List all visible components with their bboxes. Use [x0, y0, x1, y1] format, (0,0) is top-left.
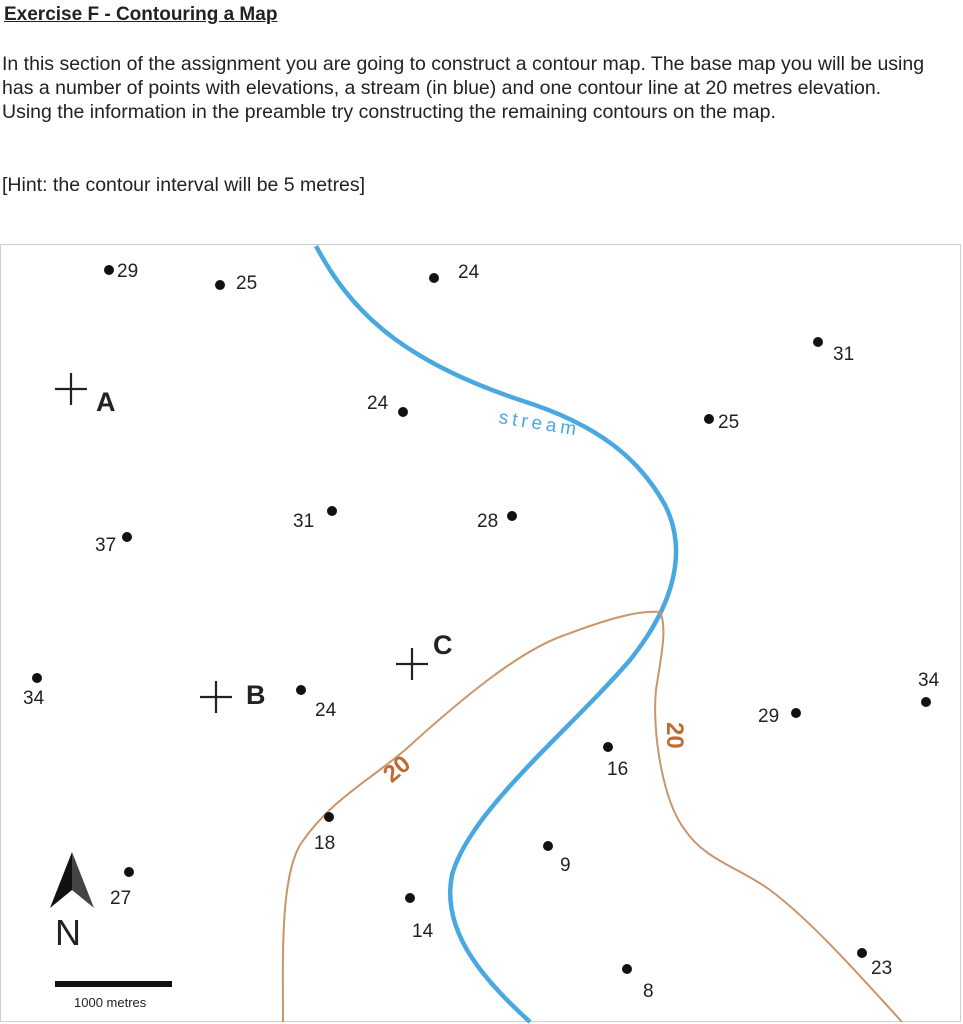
- north-arrow-icon: [50, 852, 72, 908]
- spot-height-marker: [857, 948, 867, 958]
- spot-height-label: 24: [315, 700, 337, 721]
- location-b-label: B: [246, 680, 266, 710]
- spot-height-marker: [32, 673, 42, 683]
- spot-height-label: 25: [718, 412, 740, 433]
- cross-marker: [396, 648, 428, 680]
- contour-line-20-right: [655, 612, 902, 1022]
- spot-height-marker: [622, 964, 632, 974]
- intro-paragraph-2: Using the information in the preamble try constructing the remaining contours on the map.: [2, 101, 776, 123]
- spot-height-label: 9: [560, 855, 571, 876]
- spot-heights: [23, 261, 940, 1002]
- page-title: Exercise F - Contouring a Map: [4, 4, 278, 25]
- spot-height-marker: [296, 685, 306, 695]
- spot-height-label: 18: [314, 833, 336, 854]
- hint-text: [Hint: the contour interval will be 5 metres]: [2, 174, 366, 196]
- spot-height-label: 27: [110, 888, 132, 909]
- spot-height-label: 31: [833, 344, 855, 365]
- spot-height-marker: [215, 280, 225, 290]
- stream-label: stream: [497, 407, 582, 441]
- spot-height-marker: [921, 697, 931, 707]
- spot-height-marker: [704, 414, 714, 424]
- spot-height-marker: [327, 506, 337, 516]
- location-a: [55, 373, 116, 417]
- spot-height-marker: [507, 511, 517, 521]
- stream-line: [316, 246, 676, 1022]
- location-c: [396, 630, 453, 680]
- spot-height-label: 16: [607, 759, 629, 780]
- scale-label: 1000 metres: [74, 995, 147, 1010]
- spot-height-marker: [124, 867, 134, 877]
- spot-height-label: 31: [293, 511, 315, 532]
- spot-height-label: 25: [236, 273, 258, 294]
- spot-height-label: 28: [477, 511, 499, 532]
- spot-height-label: 23: [871, 958, 893, 979]
- spot-height-label: 34: [23, 688, 45, 709]
- spot-height-label: 14: [412, 921, 434, 942]
- spot-height-label: 8: [643, 981, 654, 1002]
- spot-height-marker: [324, 812, 334, 822]
- spot-height-marker: [398, 407, 408, 417]
- location-a-label: A: [96, 387, 116, 417]
- spot-height-marker: [104, 265, 114, 275]
- spot-height-marker: [791, 708, 801, 718]
- north-label: N: [55, 912, 81, 953]
- location-b: [200, 680, 266, 713]
- spot-height-marker: [405, 893, 415, 903]
- spot-height-marker: [543, 841, 553, 851]
- cross-marker: [55, 373, 87, 405]
- cross-marker: [200, 681, 232, 713]
- north-arrow: [50, 852, 94, 953]
- contour-label-20-left: 20: [378, 750, 416, 789]
- spot-height-marker: [122, 532, 132, 542]
- scale-bar: [55, 981, 172, 1010]
- spot-height-label: 37: [95, 535, 117, 556]
- spot-height-label: 29: [117, 261, 139, 282]
- spot-height-label: 34: [918, 670, 940, 691]
- north-arrow-icon-shade: [72, 852, 94, 908]
- spot-height-marker: [429, 273, 439, 283]
- intro-paragraph-1: In this section of the assignment you are going to construct a contour map. The base map you will be using has a number of points with elevations, a stream (in blue) and one contour line at 20 metres elevation.: [2, 53, 925, 99]
- scale-bar-line: [55, 981, 172, 987]
- location-c-label: C: [433, 630, 453, 660]
- contour-label-20-right: 20: [661, 722, 688, 749]
- spot-height-marker: [603, 742, 613, 752]
- spot-height-label: 24: [367, 393, 389, 414]
- spot-height-label: 29: [758, 706, 780, 727]
- spot-height-marker: [813, 337, 823, 347]
- spot-height-label: 24: [458, 262, 480, 283]
